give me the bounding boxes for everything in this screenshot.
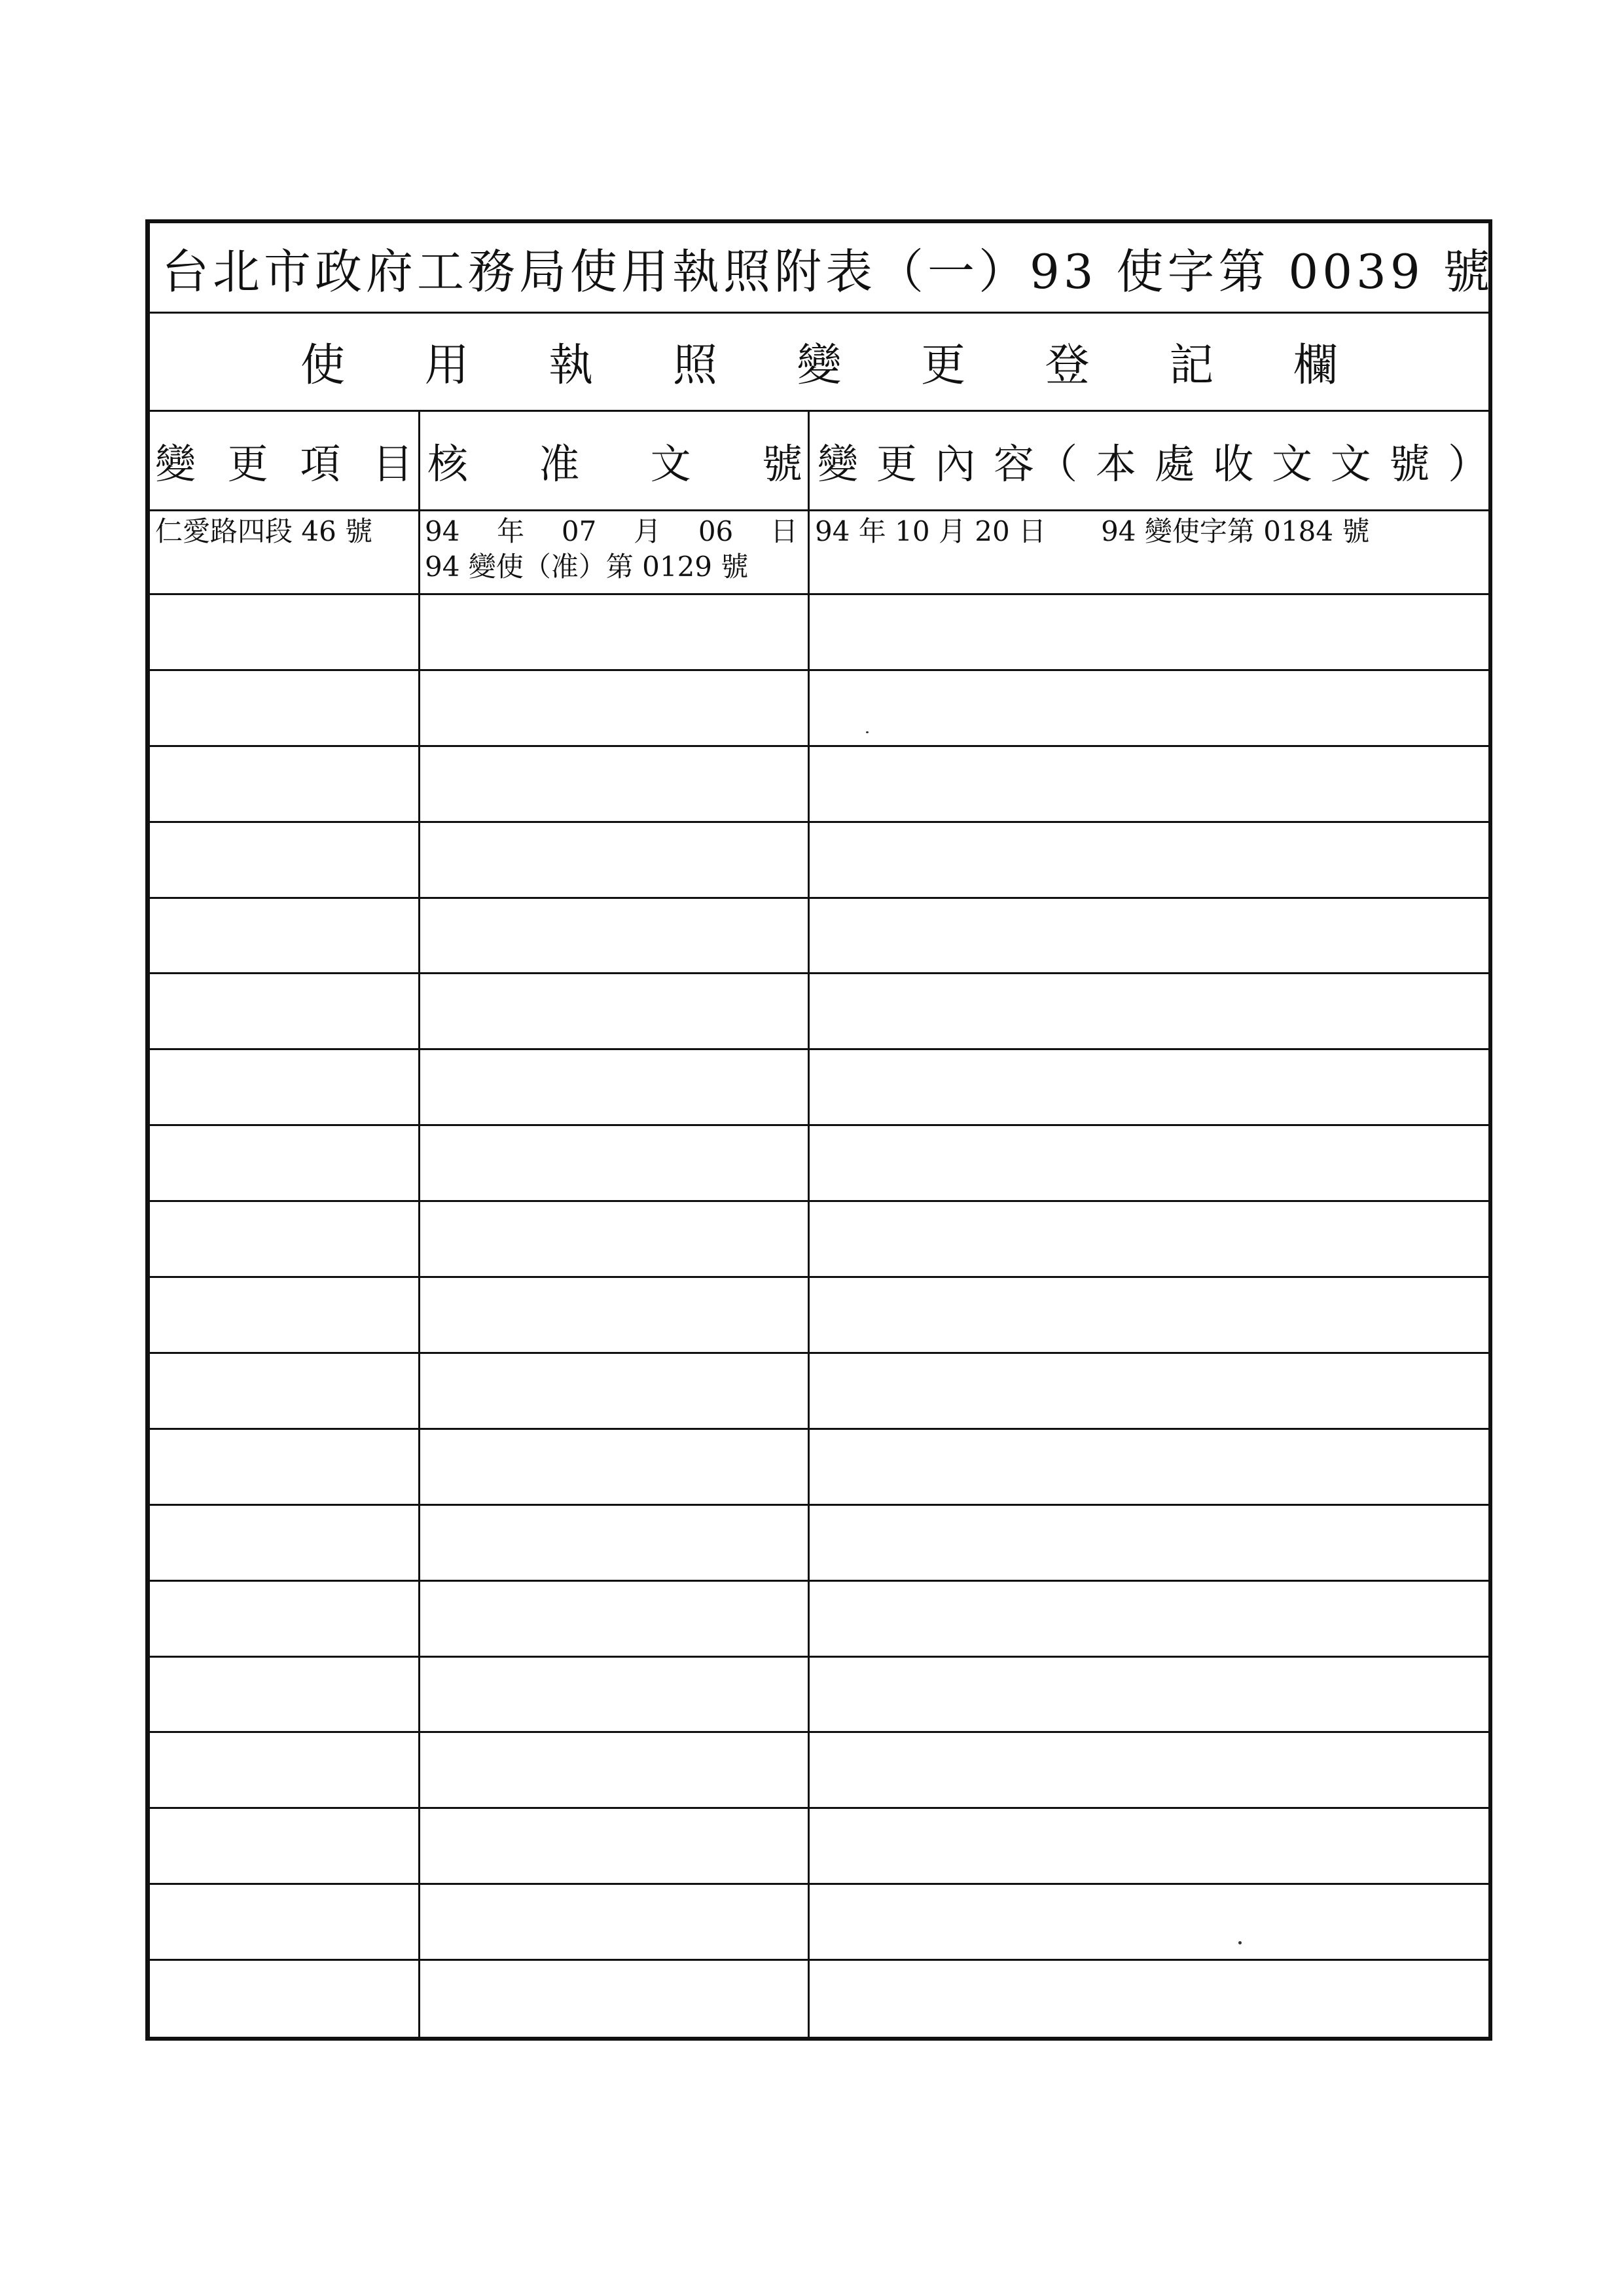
cell-change-item <box>155 1050 416 1124</box>
approval-date <box>425 514 798 549</box>
table-row <box>150 671 1488 747</box>
header-char: 文 <box>650 440 691 488</box>
header-char: 更 <box>227 440 268 488</box>
table-row <box>150 1354 1488 1430</box>
register-table <box>150 511 1488 2041</box>
date-part: 06 <box>698 515 734 547</box>
cell-change-item <box>155 671 416 745</box>
cell-change-item <box>155 747 416 821</box>
cell-approval-no <box>425 1809 807 1883</box>
column-header-change-content <box>815 412 1492 509</box>
cell-approval-no <box>425 747 807 821</box>
table-row <box>150 1126 1488 1202</box>
page-title: 台北市政府工務局使用執照附表（一）93 使字第 0039 號 <box>150 223 1488 314</box>
cell-change-item <box>155 823 416 897</box>
cell-change-content <box>815 1809 1489 1883</box>
cell-approval-no <box>425 1202 807 1276</box>
table-row <box>150 974 1488 1050</box>
cell-approval-no <box>425 1885 807 1959</box>
table-row <box>150 1961 1488 2037</box>
cell-change-content: 94 年 10 月 20 日 94 變使字第 0184 號 <box>815 515 1370 547</box>
cell-change-item <box>155 974 416 1048</box>
cell-approval-no <box>425 899 807 973</box>
cell-change-content <box>815 1582 1489 1656</box>
cell-change-item <box>155 1506 416 1580</box>
cell-change-item: 仁愛路四段 46 號 <box>155 515 373 547</box>
table-row <box>150 511 1488 595</box>
header-char: 項 <box>300 440 341 488</box>
heading-char: 執 <box>548 340 594 392</box>
cell-change-content <box>815 1430 1489 1504</box>
cell-change-content <box>815 1126 1489 1200</box>
header-char: 准 <box>539 440 580 488</box>
cell-change-item <box>155 1809 416 1883</box>
cell-change-content <box>815 595 1489 669</box>
table-row <box>150 1809 1488 1885</box>
cell-change-content <box>815 747 1489 821</box>
heading-char: 用 <box>424 340 469 392</box>
cell-change-item <box>155 1126 416 1200</box>
table-row <box>150 1050 1488 1126</box>
table-row <box>150 1278 1488 1354</box>
cell-change-item <box>155 595 416 669</box>
cell-change-item <box>155 899 416 973</box>
cell-change-item <box>155 1733 416 1807</box>
cell-approval-no <box>425 1582 807 1656</box>
cell-change-item <box>155 1278 416 1352</box>
table-header <box>150 412 1492 511</box>
cell-change-content <box>815 1354 1489 1428</box>
table-row <box>150 595 1488 671</box>
cell-approval-no <box>425 1050 807 1124</box>
heading-char: 使 <box>300 340 346 392</box>
cell-change-content <box>815 1885 1489 1959</box>
document-frame <box>145 219 1492 2041</box>
cell-change-item <box>155 1885 416 1959</box>
cell-change-content <box>815 899 1489 973</box>
scan-speck <box>866 731 869 733</box>
header-char: 核 <box>427 440 469 488</box>
cell-approval-no <box>425 595 807 669</box>
cell-change-content <box>815 823 1489 897</box>
cell-approval-no <box>425 1961 807 2037</box>
cell-change-content <box>815 1050 1489 1124</box>
cell-approval-no <box>425 1126 807 1200</box>
header-char: 號 <box>761 440 802 488</box>
column-divider <box>808 412 810 2037</box>
cell-change-item <box>155 1961 416 2037</box>
cell-approval-no <box>425 1733 807 1807</box>
cell-approval-no <box>425 1506 807 1580</box>
column-header-change-item <box>155 412 417 509</box>
approval-number: 94 變使（准）第 0129 號 <box>425 551 749 583</box>
cell-change-item <box>155 1202 416 1276</box>
cell-approval-no <box>425 1658 807 1732</box>
heading-char: 變 <box>797 340 842 392</box>
heading-char: 更 <box>921 340 966 392</box>
cell-approval-no <box>425 1430 807 1504</box>
table-row <box>150 1733 1488 1809</box>
table-row <box>150 1202 1488 1278</box>
heading-char: 欄 <box>1293 340 1338 392</box>
date-part: 07 <box>561 515 597 547</box>
cell-change-item <box>155 1430 416 1504</box>
cell-change-item <box>155 1658 416 1732</box>
column-header-approval-no <box>425 412 808 509</box>
header-text: 變 更 內 容（ 本 處 收 文 文 號 ） <box>818 440 1492 488</box>
header-char: 變 <box>155 440 196 488</box>
heading-char: 記 <box>1169 340 1214 392</box>
cell-change-content <box>815 1202 1489 1276</box>
cell-change-item <box>155 1582 416 1656</box>
header-char: 目 <box>372 440 413 488</box>
date-part: 94 <box>425 515 460 547</box>
cell-approval-no <box>425 1354 807 1428</box>
cell-change-content <box>815 671 1489 745</box>
section-heading <box>150 314 1488 412</box>
heading-char: 照 <box>672 340 717 392</box>
cell-change-content <box>815 1658 1489 1732</box>
cell-approval-no <box>425 823 807 897</box>
heading-char: 登 <box>1045 340 1090 392</box>
cell-approval-no <box>425 511 807 593</box>
table-row <box>150 1430 1488 1506</box>
table-row <box>150 899 1488 975</box>
column-divider <box>418 412 420 2037</box>
table-row <box>150 1885 1488 1961</box>
scan-speck <box>1238 1941 1242 1944</box>
date-part: 日 <box>770 515 798 547</box>
table-row <box>150 747 1488 823</box>
cell-approval-no <box>425 974 807 1048</box>
cell-approval-no <box>425 671 807 745</box>
cell-change-content <box>815 1733 1489 1807</box>
table-row <box>150 1582 1488 1658</box>
cell-change-content <box>815 1278 1489 1352</box>
table-row <box>150 823 1488 899</box>
cell-change-content <box>815 1506 1489 1580</box>
table-row <box>150 1506 1488 1582</box>
cell-change-content <box>815 974 1489 1048</box>
date-part: 月 <box>634 515 662 547</box>
table-row <box>150 1658 1488 1734</box>
date-part: 年 <box>497 515 525 547</box>
cell-change-item <box>155 1354 416 1428</box>
cell-approval-no <box>425 1278 807 1352</box>
cell-change-content <box>815 1961 1489 2037</box>
